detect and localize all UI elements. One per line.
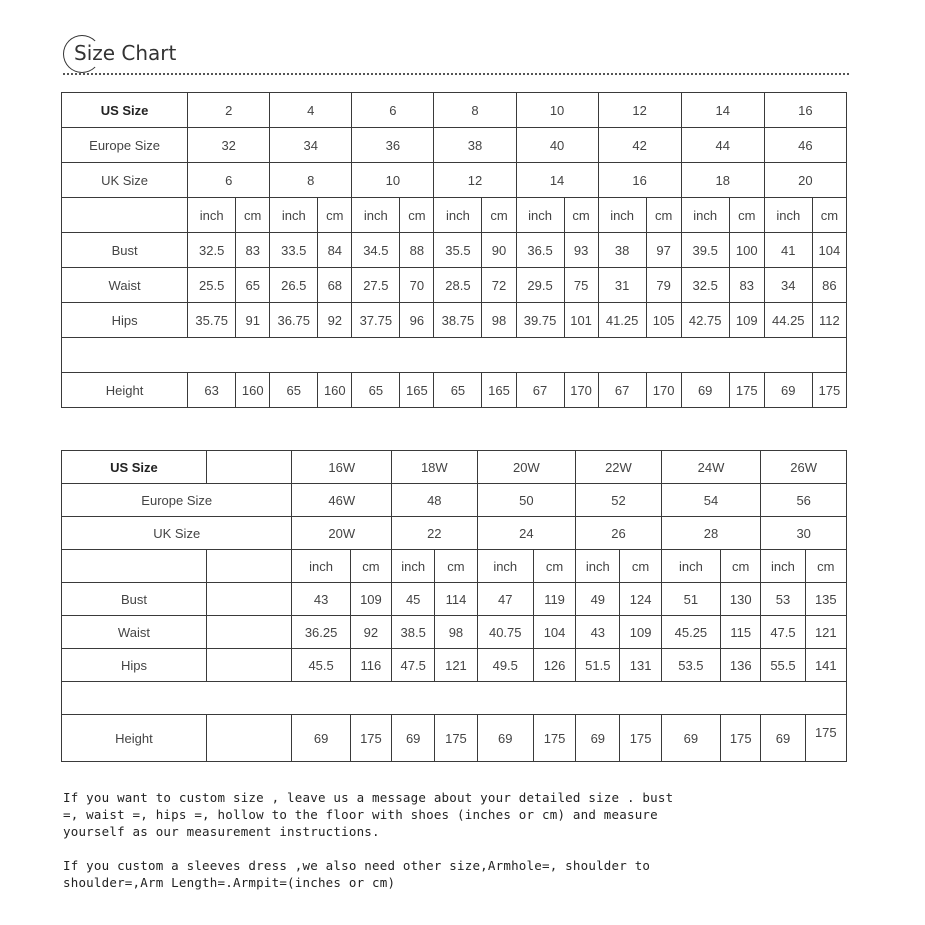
size-chart-header — [63, 35, 849, 75]
measure-cell: 98 — [435, 616, 477, 649]
europe-size-cell: 38 — [434, 128, 516, 163]
unit-label-empty — [62, 550, 207, 583]
measure-cell: 47.5 — [761, 616, 805, 649]
measure-cell: 141 — [805, 649, 846, 682]
measure-cell: 72 — [482, 268, 516, 303]
measure-cell: 38.75 — [434, 303, 482, 338]
us-size-cell: 16W — [292, 451, 392, 484]
measure-cell: 26.5 — [270, 268, 318, 303]
unit-cell: cm — [400, 198, 434, 233]
measure-label: Bust — [62, 583, 207, 616]
measure-cell: 98 — [482, 303, 516, 338]
unit-cell: inch — [516, 198, 564, 233]
measure-row-waist — [62, 268, 847, 303]
height-cell: 175 — [729, 373, 764, 408]
unit-cell: cm — [564, 198, 598, 233]
uk-size-cell: 10 — [352, 163, 434, 198]
unit-cell: cm — [721, 550, 761, 583]
measure-cell: 84 — [318, 233, 352, 268]
height-cell: 69 — [764, 373, 812, 408]
unit-cell: cm — [646, 198, 681, 233]
europe-size-cell: 44 — [681, 128, 764, 163]
measure-cell: 40.75 — [477, 616, 533, 649]
us-size-cell: 4 — [270, 93, 352, 128]
unit-cell: cm — [318, 198, 352, 233]
measure-cell: 33.5 — [270, 233, 318, 268]
measure-cell: 65 — [236, 268, 270, 303]
measure-cell: 70 — [400, 268, 434, 303]
measure-cell: 88 — [400, 233, 434, 268]
uk-size-cell: 26 — [576, 517, 662, 550]
europe-size-cell: 34 — [270, 128, 352, 163]
size-table-plus — [61, 450, 847, 762]
measure-cell: 45.25 — [661, 616, 720, 649]
unit-cell: cm — [236, 198, 270, 233]
europe-size-cell: 36 — [352, 128, 434, 163]
measure-cell: 130 — [721, 583, 761, 616]
uk-size-cell: 18 — [681, 163, 764, 198]
height-cell: 175 — [435, 715, 477, 762]
measure-cell: 31 — [598, 268, 646, 303]
unit-label-empty — [62, 198, 188, 233]
us-size-label: US Size — [62, 451, 207, 484]
unit-cell: cm — [350, 550, 391, 583]
uk-size-cell: 28 — [661, 517, 761, 550]
measure-cell: 43 — [292, 583, 350, 616]
uk-size-cell: 8 — [270, 163, 352, 198]
measure-row-bust — [62, 583, 847, 616]
blank-column-cell — [206, 649, 292, 682]
height-cell: 170 — [646, 373, 681, 408]
us-size-cell: 24W — [661, 451, 761, 484]
europe-size-cell: 46 — [764, 128, 846, 163]
height-cell: 175 — [721, 715, 761, 762]
measure-cell: 39.75 — [516, 303, 564, 338]
measure-cell: 55.5 — [761, 649, 805, 682]
height-cell: 175 — [620, 715, 661, 762]
unit-cell: cm — [533, 550, 575, 583]
measure-cell: 34.5 — [352, 233, 400, 268]
measure-row-hips — [62, 649, 847, 682]
height-cell: 69 — [761, 715, 805, 762]
europe-size-label: Europe Size — [62, 484, 292, 517]
us-size-row — [62, 93, 847, 128]
blank-column-cell — [206, 550, 292, 583]
measure-cell: 49 — [576, 583, 620, 616]
us-size-cell: 16 — [764, 93, 846, 128]
page-title: Size Chart — [74, 41, 177, 65]
measure-cell: 68 — [318, 268, 352, 303]
measure-row-hips — [62, 303, 847, 338]
measure-cell: 105 — [646, 303, 681, 338]
unit-cell: cm — [435, 550, 477, 583]
measure-cell: 97 — [646, 233, 681, 268]
height-row — [62, 373, 847, 408]
measure-cell: 43 — [576, 616, 620, 649]
measure-cell: 112 — [812, 303, 846, 338]
height-cell: 165 — [482, 373, 516, 408]
measure-cell: 34 — [764, 268, 812, 303]
us-size-cell: 6 — [352, 93, 434, 128]
unit-cell: inch — [434, 198, 482, 233]
measure-cell: 96 — [400, 303, 434, 338]
unit-row — [62, 550, 847, 583]
measure-cell: 90 — [482, 233, 516, 268]
europe-size-label: Europe Size — [62, 128, 188, 163]
blank-column-cell — [206, 451, 292, 484]
unit-cell: inch — [352, 198, 400, 233]
measure-label: Waist — [62, 268, 188, 303]
measure-cell: 53.5 — [661, 649, 720, 682]
uk-size-cell: 20W — [292, 517, 392, 550]
measure-cell: 109 — [620, 616, 661, 649]
height-cell: 69 — [681, 373, 729, 408]
measure-cell: 45 — [392, 583, 435, 616]
unit-cell: inch — [392, 550, 435, 583]
europe-size-cell: 46W — [292, 484, 392, 517]
us-size-cell: 14 — [681, 93, 764, 128]
europe-size-cell: 52 — [576, 484, 662, 517]
uk-size-cell: 20 — [764, 163, 846, 198]
unit-cell: inch — [270, 198, 318, 233]
height-cell: 160 — [318, 373, 352, 408]
us-size-label: US Size — [62, 93, 188, 128]
height-cell: 175 — [533, 715, 575, 762]
unit-cell: inch — [761, 550, 805, 583]
measure-cell: 32.5 — [188, 233, 236, 268]
uk-size-label: UK Size — [62, 163, 188, 198]
measure-cell: 121 — [435, 649, 477, 682]
measure-cell: 93 — [564, 233, 598, 268]
measure-label: Hips — [62, 649, 207, 682]
spacer-row — [62, 682, 847, 715]
height-cell: 67 — [598, 373, 646, 408]
unit-cell: inch — [292, 550, 350, 583]
uk-size-cell: 16 — [598, 163, 681, 198]
measure-cell: 116 — [350, 649, 391, 682]
unit-cell: cm — [620, 550, 661, 583]
europe-size-row — [62, 128, 847, 163]
measure-cell: 53 — [761, 583, 805, 616]
measure-cell: 49.5 — [477, 649, 533, 682]
measure-cell: 51 — [661, 583, 720, 616]
us-size-cell: 2 — [188, 93, 270, 128]
unit-cell: cm — [482, 198, 516, 233]
height-cell: 170 — [564, 373, 598, 408]
measure-cell: 47 — [477, 583, 533, 616]
custom-size-note: If you want to custom size , leave us a message about your detailed size . bust =, waist =, hips =, hollow to the floor with shoes (inches or cm) and measure yourself as our measurement instructions. — [63, 790, 674, 839]
uk-size-cell: 12 — [434, 163, 516, 198]
us-size-cell: 26W — [761, 451, 847, 484]
uk-size-label: UK Size — [62, 517, 292, 550]
measure-cell: 136 — [721, 649, 761, 682]
uk-size-cell: 6 — [188, 163, 270, 198]
measure-cell: 86 — [812, 268, 846, 303]
measure-cell: 35.75 — [188, 303, 236, 338]
height-cell: 65 — [434, 373, 482, 408]
uk-size-cell: 24 — [477, 517, 576, 550]
measure-cell: 41.25 — [598, 303, 646, 338]
measure-cell: 109 — [729, 303, 764, 338]
europe-size-cell: 48 — [392, 484, 478, 517]
measure-cell: 32.5 — [681, 268, 729, 303]
measure-cell: 36.25 — [292, 616, 350, 649]
blank-column-cell — [206, 715, 292, 762]
height-label: Height — [62, 715, 207, 762]
unit-cell: inch — [681, 198, 729, 233]
measure-cell: 28.5 — [434, 268, 482, 303]
uk-size-cell: 30 — [761, 517, 847, 550]
measure-cell: 83 — [729, 268, 764, 303]
unit-cell: inch — [661, 550, 720, 583]
measure-cell: 92 — [350, 616, 391, 649]
measure-cell: 135 — [805, 583, 846, 616]
measure-cell: 124 — [620, 583, 661, 616]
measure-cell: 42.75 — [681, 303, 729, 338]
height-cell: 67 — [516, 373, 564, 408]
height-cell: 69 — [477, 715, 533, 762]
measure-cell: 104 — [812, 233, 846, 268]
measure-cell: 27.5 — [352, 268, 400, 303]
unit-cell: inch — [764, 198, 812, 233]
measure-cell: 92 — [318, 303, 352, 338]
us-size-cell: 12 — [598, 93, 681, 128]
unit-cell: inch — [598, 198, 646, 233]
us-size-cell: 10 — [516, 93, 598, 128]
height-row — [62, 715, 847, 762]
europe-size-row — [62, 484, 847, 517]
measure-cell: 91 — [236, 303, 270, 338]
measure-cell: 51.5 — [576, 649, 620, 682]
measure-label: Hips — [62, 303, 188, 338]
height-cell: 175 — [805, 715, 846, 762]
measure-cell: 36.5 — [516, 233, 564, 268]
measure-cell: 109 — [350, 583, 391, 616]
height-cell: 69 — [576, 715, 620, 762]
height-label: Height — [62, 373, 188, 408]
measure-label: Bust — [62, 233, 188, 268]
uk-size-cell: 14 — [516, 163, 598, 198]
unit-cell: cm — [812, 198, 846, 233]
unit-row — [62, 198, 847, 233]
europe-size-cell: 40 — [516, 128, 598, 163]
us-size-cell: 8 — [434, 93, 516, 128]
measure-cell: 115 — [721, 616, 761, 649]
europe-size-cell: 56 — [761, 484, 847, 517]
unit-cell: inch — [576, 550, 620, 583]
measure-cell: 126 — [533, 649, 575, 682]
measure-cell: 79 — [646, 268, 681, 303]
measure-cell: 41 — [764, 233, 812, 268]
height-cell: 175 — [350, 715, 391, 762]
us-size-cell: 22W — [576, 451, 662, 484]
measure-cell: 36.75 — [270, 303, 318, 338]
us-size-cell: 20W — [477, 451, 576, 484]
measure-cell: 121 — [805, 616, 846, 649]
europe-size-cell: 32 — [188, 128, 270, 163]
measure-cell: 25.5 — [188, 268, 236, 303]
uk-size-cell: 22 — [392, 517, 478, 550]
us-size-row — [62, 451, 847, 484]
spacer-cell — [62, 682, 847, 715]
height-cell: 69 — [661, 715, 720, 762]
unit-cell: cm — [729, 198, 764, 233]
measure-cell: 29.5 — [516, 268, 564, 303]
measure-cell: 38.5 — [392, 616, 435, 649]
height-cell: 69 — [392, 715, 435, 762]
blank-column-cell — [206, 616, 292, 649]
blank-column-cell — [206, 583, 292, 616]
europe-size-cell: 50 — [477, 484, 576, 517]
measure-cell: 104 — [533, 616, 575, 649]
spacer-row — [62, 338, 847, 373]
measure-cell: 131 — [620, 649, 661, 682]
height-cell: 69 — [292, 715, 350, 762]
us-size-cell: 18W — [392, 451, 478, 484]
uk-size-row — [62, 517, 847, 550]
unit-cell: inch — [188, 198, 236, 233]
measure-cell: 44.25 — [764, 303, 812, 338]
height-cell: 65 — [270, 373, 318, 408]
measure-cell: 47.5 — [392, 649, 435, 682]
height-cell: 63 — [188, 373, 236, 408]
height-cell: 160 — [236, 373, 270, 408]
measure-cell: 75 — [564, 268, 598, 303]
custom-size-notes — [63, 789, 683, 908]
measure-row-bust — [62, 233, 847, 268]
measure-cell: 35.5 — [434, 233, 482, 268]
measure-cell: 114 — [435, 583, 477, 616]
measure-label: Waist — [62, 616, 207, 649]
measure-row-waist — [62, 616, 847, 649]
size-table-standard — [61, 92, 847, 408]
europe-size-cell: 54 — [661, 484, 761, 517]
measure-cell: 45.5 — [292, 649, 350, 682]
height-cell: 165 — [400, 373, 434, 408]
sleeve-size-note: If you custom a sleeves dress ,we also need other size,Armhole=, shoulder to shoulder=,Arm Length=.Armpit=(inches or cm) — [63, 858, 651, 890]
height-cell: 65 — [352, 373, 400, 408]
measure-cell: 101 — [564, 303, 598, 338]
measure-cell: 39.5 — [681, 233, 729, 268]
measure-cell: 37.75 — [352, 303, 400, 338]
measure-cell: 83 — [236, 233, 270, 268]
height-cell: 175 — [812, 373, 846, 408]
europe-size-cell: 42 — [598, 128, 681, 163]
measure-cell: 100 — [729, 233, 764, 268]
measure-cell: 119 — [533, 583, 575, 616]
uk-size-row — [62, 163, 847, 198]
measure-cell: 38 — [598, 233, 646, 268]
spacer-cell — [62, 338, 847, 373]
unit-cell: cm — [805, 550, 846, 583]
unit-cell: inch — [477, 550, 533, 583]
